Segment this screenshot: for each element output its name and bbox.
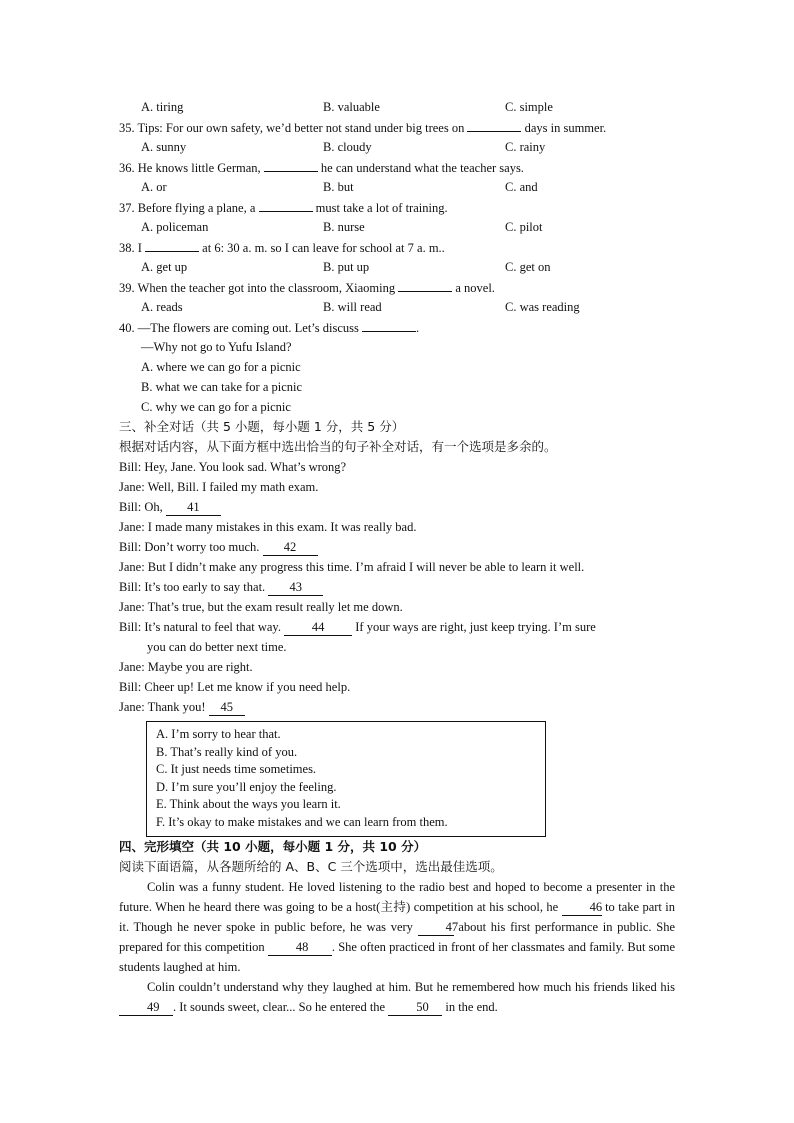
q34-options [119, 97, 679, 117]
q40-option-b: B. what we can take for a picnic [141, 380, 303, 394]
blank-50: 50 [388, 999, 442, 1016]
q38-stem: 38. I at 6: 30 a. m. so I can leave for school at 7 a. m.. [119, 237, 679, 257]
q39-stem: 39. When the teacher got into the classroom, Xiaoming a novel. [119, 277, 679, 297]
q37-blank [259, 197, 313, 212]
blank-45: 45 [209, 699, 245, 716]
section4-title: 四、完形填空（共 10 小题，每小题 1 分，共 10 分） [119, 839, 427, 854]
passage-paragraph-2: Colin couldn’t understand why they laughed at him. But he remembered how much his friends liked his 49 . It sounds sweet, clear... So he entered the 50 in the end. [119, 977, 675, 1017]
q37-option-b: B. nurse [323, 220, 365, 234]
q35-blank [467, 117, 521, 132]
q34-option-c: C. simple [505, 100, 553, 114]
q39-option-c: C. was reading [505, 300, 580, 314]
q39-blank [398, 277, 452, 292]
dialogue-line: Jane: I made many mistakes in this exam. It was really bad. [119, 520, 417, 534]
passage-paragraph-1: Colin was a funny student. He loved listening to the radio best and hoped to become a presenter in the future. When he heard there was going to be a host(主持) competition at his school, he 46 to take part in it. Though he never spoke in public before, he was very 47 about his first performance in public. She prepared for this competition 48 . She often practiced in front of her classmates and family. But some students laughed at him. [119, 880, 676, 974]
q40-reply: —Why not go to Yufu Island? [141, 340, 292, 354]
q36-stem: 36. He knows little German, he can understand what the teacher says. [119, 157, 679, 177]
q40-blank [362, 317, 416, 332]
blank-41: 41 [166, 499, 221, 516]
dialogue-line: Bill: Cheer up! Let me know if you need help. [119, 680, 351, 694]
q37-option-a: A. policeman [141, 220, 209, 234]
blank-42: 42 [263, 539, 318, 556]
q37-options [119, 217, 679, 237]
q38-option-b: B. put up [323, 260, 370, 274]
q38-options [119, 257, 679, 277]
section3-title: 三、补全对话（共 5 小题，每小题 1 分，共 5 分） [119, 419, 405, 434]
q36-blank [264, 157, 318, 172]
options-box [146, 721, 546, 837]
section3-instruction: 根据对话内容，从下面方框中选出恰当的句子补全对话，有一个选项是多余的。 [119, 439, 557, 454]
q35-option-c: C. rainy [505, 140, 546, 154]
q39-option-b: B. will read [323, 300, 382, 314]
dialogue-line: Jane: That’s true, but the exam result really let me down. [119, 600, 403, 614]
dialogue-line: Jane: Well, Bill. I failed my math exam. [119, 480, 319, 494]
box-option-b: B. That’s really kind of you. [156, 745, 298, 759]
dialogue-line: Bill: It’s natural to feel that way. 44 If your ways are right, just keep trying. I’m sure [119, 620, 596, 634]
dialogue-line: Bill: Oh, 41 [119, 497, 679, 517]
q35-option-b: B. cloudy [323, 140, 372, 154]
dialogue-line: Bill: Hey, Jane. You look sad. What’s wrong? [119, 460, 347, 474]
q40-option-c: C. why we can go for a picnic [141, 400, 291, 414]
q35-stem: 35. Tips: For our own safety, we’d better not stand under big trees on days in summer. [119, 117, 679, 137]
dialogue-line: Jane: But I didn’t make any progress this time. I’m afraid I will never be able to learn it well. [119, 560, 585, 574]
q38-option-a: A. get up [141, 260, 188, 274]
dialogue-line: you can do better next time. [147, 640, 287, 654]
q36-options [119, 177, 679, 197]
blank-43: 43 [268, 579, 323, 596]
section4-instruction: 阅读下面语篇，从各题所给的 A、B、C 三个选项中，选出最佳选项。 [119, 859, 503, 874]
q40-stem: 40. —The flowers are coming out. Let’s discuss . [119, 317, 679, 337]
q35-option-a: A. sunny [141, 140, 187, 154]
q38-blank [145, 237, 199, 252]
q36-option-a: A. or [141, 180, 167, 194]
dialogue-line: Jane: Maybe you are right. [119, 660, 253, 674]
q40-option-a: A. where we can go for a picnic [141, 360, 301, 374]
q34-option-b: B. valuable [323, 100, 380, 114]
q38-option-c: C. get on [505, 260, 551, 274]
q36-option-c: C. and [505, 180, 538, 194]
q39-option-a: A. reads [141, 300, 183, 314]
q34-option-a: A. tiring [141, 100, 184, 114]
box-option-a: A. I’m sorry to hear that. [156, 727, 281, 741]
blank-46: 46 [562, 899, 602, 916]
blank-47: 47 [418, 919, 454, 936]
q39-options [119, 297, 679, 317]
q37-stem: 37. Before flying a plane, a must take a lot of training. [119, 197, 679, 217]
q35-options [119, 137, 679, 157]
q36-option-b: B. but [323, 180, 354, 194]
q37-option-c: C. pilot [505, 220, 543, 234]
box-option-d: D. I’m sure you’ll enjoy the feeling. [156, 780, 337, 794]
box-option-e: E. Think about the ways you learn it. [156, 797, 341, 811]
dialogue-line: Bill: Don’t worry too much. 42 [119, 537, 679, 557]
box-option-f: F. It’s okay to make mistakes and we can learn from them. [156, 815, 448, 829]
blank-44: 44 [284, 619, 352, 636]
blank-48: 48 [268, 939, 332, 956]
cloze-passage [119, 877, 675, 1017]
blank-49: 49 [119, 999, 173, 1016]
dialogue-line: Jane: Thank you! 45 [119, 697, 679, 717]
dialogue-line: Bill: It’s too early to say that. 43 [119, 577, 679, 597]
box-option-c: C. It just needs time sometimes. [156, 762, 317, 776]
